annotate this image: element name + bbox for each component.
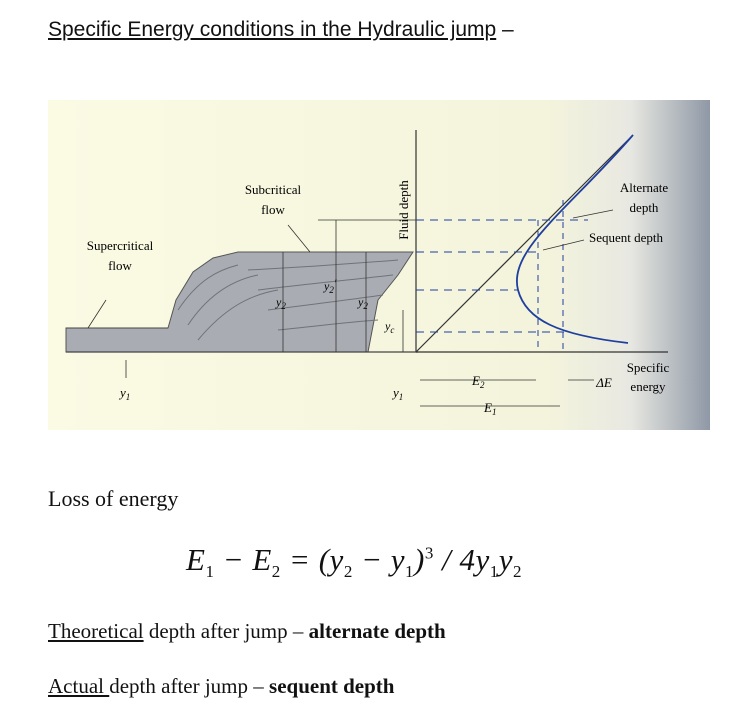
energy-label: energy	[630, 379, 666, 394]
fluid-depth-label: Fluid depth	[396, 180, 411, 240]
theoretical-line: Theoretical depth after jump – alternate depth	[48, 619, 446, 643]
delta-e-label: ΔE	[596, 375, 612, 390]
y2-prime-label: $y_2'$	[324, 276, 337, 295]
specific-label: Specific	[626, 360, 670, 375]
yc-label: $y_c$	[385, 319, 395, 335]
supercritical-flow-label: flow	[108, 258, 132, 273]
figure-diagram	[48, 100, 710, 430]
subcritical-label: Subcritical	[244, 182, 302, 197]
alternate-depth-term: alternate depth	[308, 619, 446, 643]
subcritical-flow-label: flow	[261, 202, 285, 217]
alternate-label: Alternate	[619, 180, 669, 195]
hydraulic-jump-figure	[48, 100, 710, 430]
loss-heading: Loss of energy	[48, 486, 179, 511]
e1-label: $E_1$	[484, 400, 497, 417]
sequent-depth-label: Sequent depth	[588, 230, 664, 245]
title-dash: –	[496, 18, 514, 41]
theoretical-word: Theoretical	[48, 619, 144, 643]
e2-label: $E_2$	[472, 373, 485, 390]
actual-word: Actual	[48, 674, 110, 698]
sequent-depth-term: sequent depth	[269, 674, 395, 698]
page-title	[48, 18, 514, 42]
supercritical-label: Supercritical	[86, 238, 154, 253]
alternate-depth-label: depth	[629, 200, 659, 215]
y1-right-label: $y_1$	[393, 385, 404, 402]
y2-label-b: $y_2$	[358, 295, 368, 311]
title-text: Specific Energy conditions in the Hydraulic jump	[48, 18, 497, 41]
y1-left-label: $y_1$	[120, 385, 131, 402]
y2-label-a: $y_2$	[276, 295, 286, 311]
actual-line: Actual depth after jump – sequent depth	[48, 674, 395, 698]
energy-loss-equation: $E_1 - E_2 = (y_2 - y_1)^3 / 4y_1y_2$	[186, 542, 522, 582]
